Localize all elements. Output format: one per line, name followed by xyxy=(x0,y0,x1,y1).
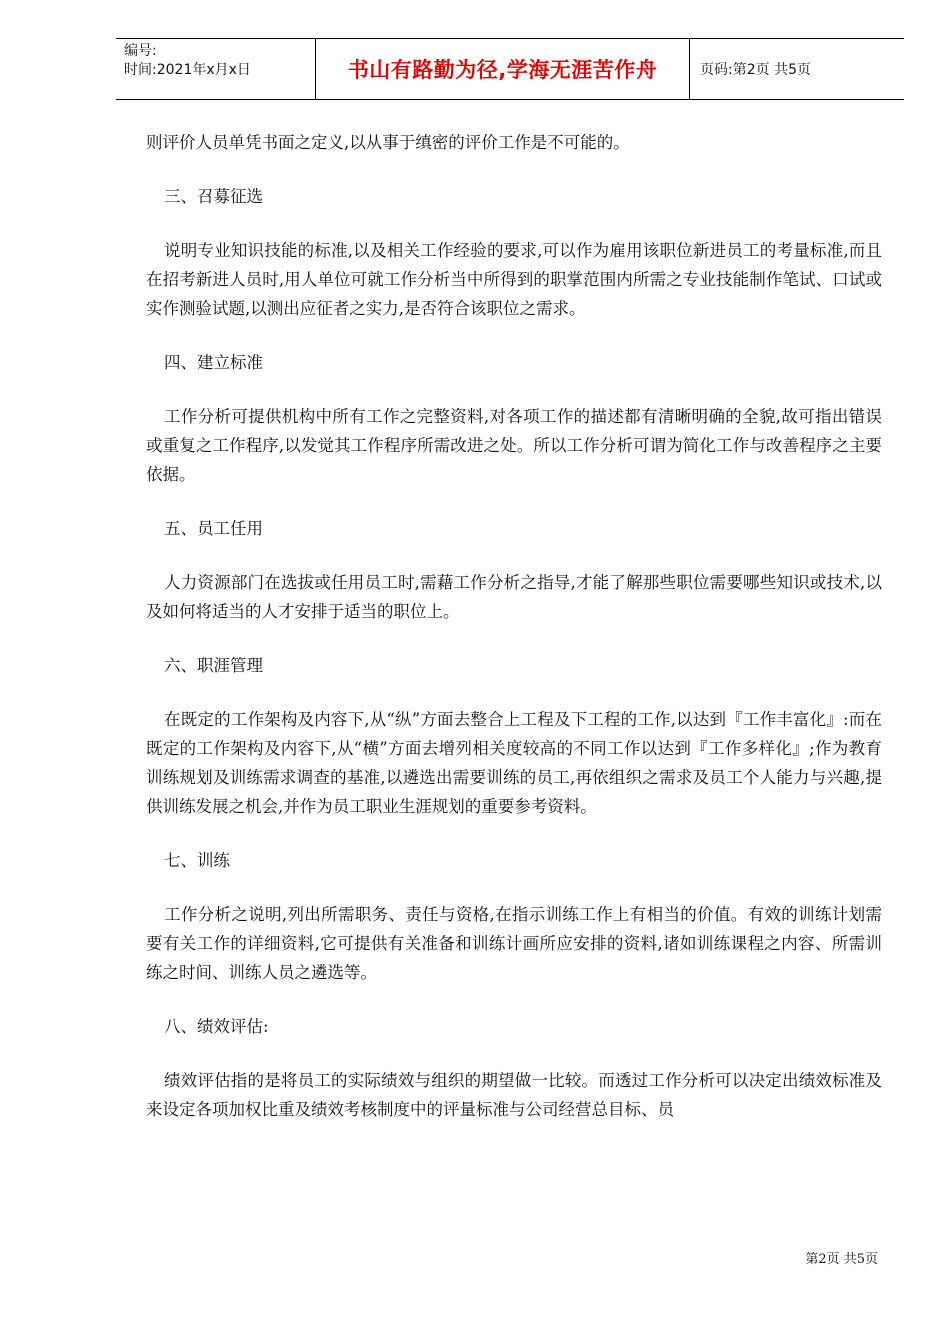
section-heading-standards: 四、建立标准 xyxy=(164,353,263,372)
page-header xyxy=(116,38,904,100)
paragraph-career: 在既定的工作架构及内容下,从“纵”方面去整合上工程及下工程的工作,以达到『工作丰富化』:而在既定的工作架构及内容下,从“横”方面去增列相关度较高的不同工作以达到『工作多样化』;作为教育训练规划及训练需求调查的基准,以遴选出需要训练的员工,再依组织之需求及员工个人能力与兴趣,提供训练发展之机会,并作为员工职业生涯规划的重要参考资料。 xyxy=(146,710,882,816)
paragraph-training: 工作分析之说明,列出所需职务、责任与资格,在指示训练工作上有相当的价值。有效的训练计划需要有关工作的详细资料,它可提供有关准备和训练计画所应安排的资料,诸如训练课程之内容、所需训练之时间、训练人员之遴选等。 xyxy=(146,905,882,982)
time-label: 时间:2021年x月x日 xyxy=(124,62,251,78)
paragraph-employment: 人力资源部门在选拔或任用员工时,需藉工作分析之指导,才能了解那些职位需要哪些知识或技术,以及如何将适当的人才安排于适当的职位上。 xyxy=(146,573,882,621)
header-motto: 书山有路勤为径,学海无涯苦作舟 xyxy=(316,39,690,99)
number-label: 编号: xyxy=(124,43,157,59)
page-footer-number: 第2页 共5页 xyxy=(805,1252,878,1267)
section-heading-employment: 五、员工任用 xyxy=(164,519,263,538)
paragraph-performance: 绩效评估指的是将员工的实际绩效与组织的期望做一比较。而透过工作分析可以决定出绩效标准及来设定各项加权比重及绩效考核制度中的评量标准与公司经营总目标、员 xyxy=(146,1071,882,1119)
section-heading-training: 七、训练 xyxy=(164,851,230,870)
section-heading-recruitment: 三、召募征选 xyxy=(164,187,263,206)
paragraph-standards: 工作分析可提供机构中所有工作之完整资料,对各项工作的描述都有清晰明确的全貌,故可指出错误或重复之工作程序,以发觉其工作程序所需改进之处。所以工作分析可谓为简化工作与改善程序之主要依据。 xyxy=(146,407,882,484)
section-heading-career: 六、职涯管理 xyxy=(164,656,263,675)
section-heading-performance: 八、绩效评估: xyxy=(164,1017,269,1036)
paragraph-recruitment: 说明专业知识技能的标准,以及相关工作经验的要求,可以作为雇用该职位新进员工的考量标准,而且在招考新进人员时,用人单位可就工作分析当中所得到的职掌范围内所需之专业技能制作笔试、口试或实作测验试题,以测出应征者之实力,是否符合该职位之需求。 xyxy=(146,241,882,318)
header-meta xyxy=(116,39,316,99)
document-body xyxy=(146,128,882,1124)
header-page-info: 页码:第2页 共5页 xyxy=(700,62,811,78)
paragraph-continued: 则评价人员单凭书面之定义,以从事于缜密的评价工作是不可能的。 xyxy=(146,133,630,152)
